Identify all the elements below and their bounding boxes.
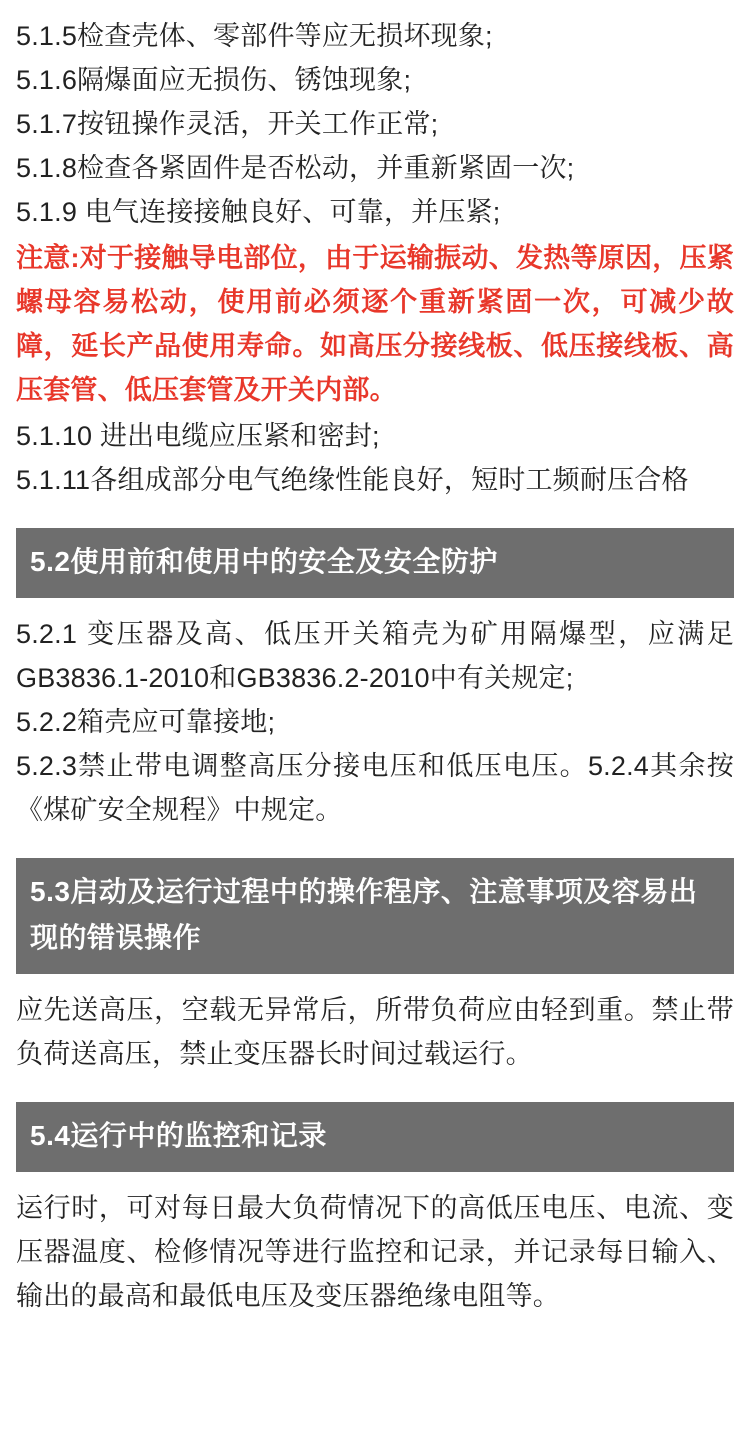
paragraph: 5.2.1 变压器及高、低压开关箱壳为矿用隔爆型，应满足GB3836.1-2010和GB3836.2-2010中有关规定; bbox=[16, 619, 734, 693]
list-item: 5.1.11各组成部分电气绝缘性能良好，短时工频耐压合格 bbox=[16, 465, 689, 495]
intro-list-continued bbox=[16, 414, 734, 502]
list-item: 5.1.5检查壳体、零部件等应无损坏现象; bbox=[16, 21, 493, 51]
list-item: 5.1.6隔爆面应无损伤、锈蚀现象; bbox=[16, 65, 412, 95]
list-item: 5.1.9 电气连接接触良好、可靠，并压紧; bbox=[16, 197, 501, 227]
section-heading-5-2: 5.2使用前和使用中的安全及安全防护 bbox=[16, 528, 734, 598]
section-body-5-4 bbox=[16, 1186, 734, 1318]
section-heading-5-3: 5.3启动及运行过程中的操作程序、注意事项及容易出现的错误操作 bbox=[16, 858, 734, 974]
intro-list bbox=[16, 14, 734, 234]
paragraph: 应先送高压，空载无异常后，所带负荷应由轻到重。禁止带负荷送高压，禁止变压器长时间过载运行。 bbox=[16, 995, 734, 1069]
warning-note: 注意:对于接触导电部位，由于运输振动、发热等原因，压紧螺母容易松动，使用前必须逐个重新紧固一次，可减少故障，延长产品使用寿命。如高压分接线板、低压接线板、高压套管、低压套管及开关内部。 bbox=[16, 243, 734, 405]
list-item: 5.1.7按钮操作灵活，开关工作正常; bbox=[16, 109, 439, 139]
paragraph: 运行时，可对每日最大负荷情况下的高低压电压、电流、变压器温度、检修情况等进行监控和记录，并记录每日输入、输出的最高和最低电压及变压器绝缘电阻等。 bbox=[16, 1193, 734, 1311]
list-item: 5.1.8检查各紧固件是否松动，并重新紧固一次; bbox=[16, 153, 575, 183]
list-item: 5.1.10 进出电缆应压紧和密封; bbox=[16, 421, 380, 451]
paragraph: 5.2.3禁止带电调整高压分接电压和低压电压。5.2.4其余按《煤矿安全规程》中规定。 bbox=[16, 751, 734, 825]
section-body-5-3 bbox=[16, 988, 734, 1076]
paragraph: 5.2.2箱壳应可靠接地; bbox=[16, 707, 276, 737]
section-heading-5-4: 5.4运行中的监控和记录 bbox=[16, 1102, 734, 1172]
section-body-5-2 bbox=[16, 612, 734, 832]
